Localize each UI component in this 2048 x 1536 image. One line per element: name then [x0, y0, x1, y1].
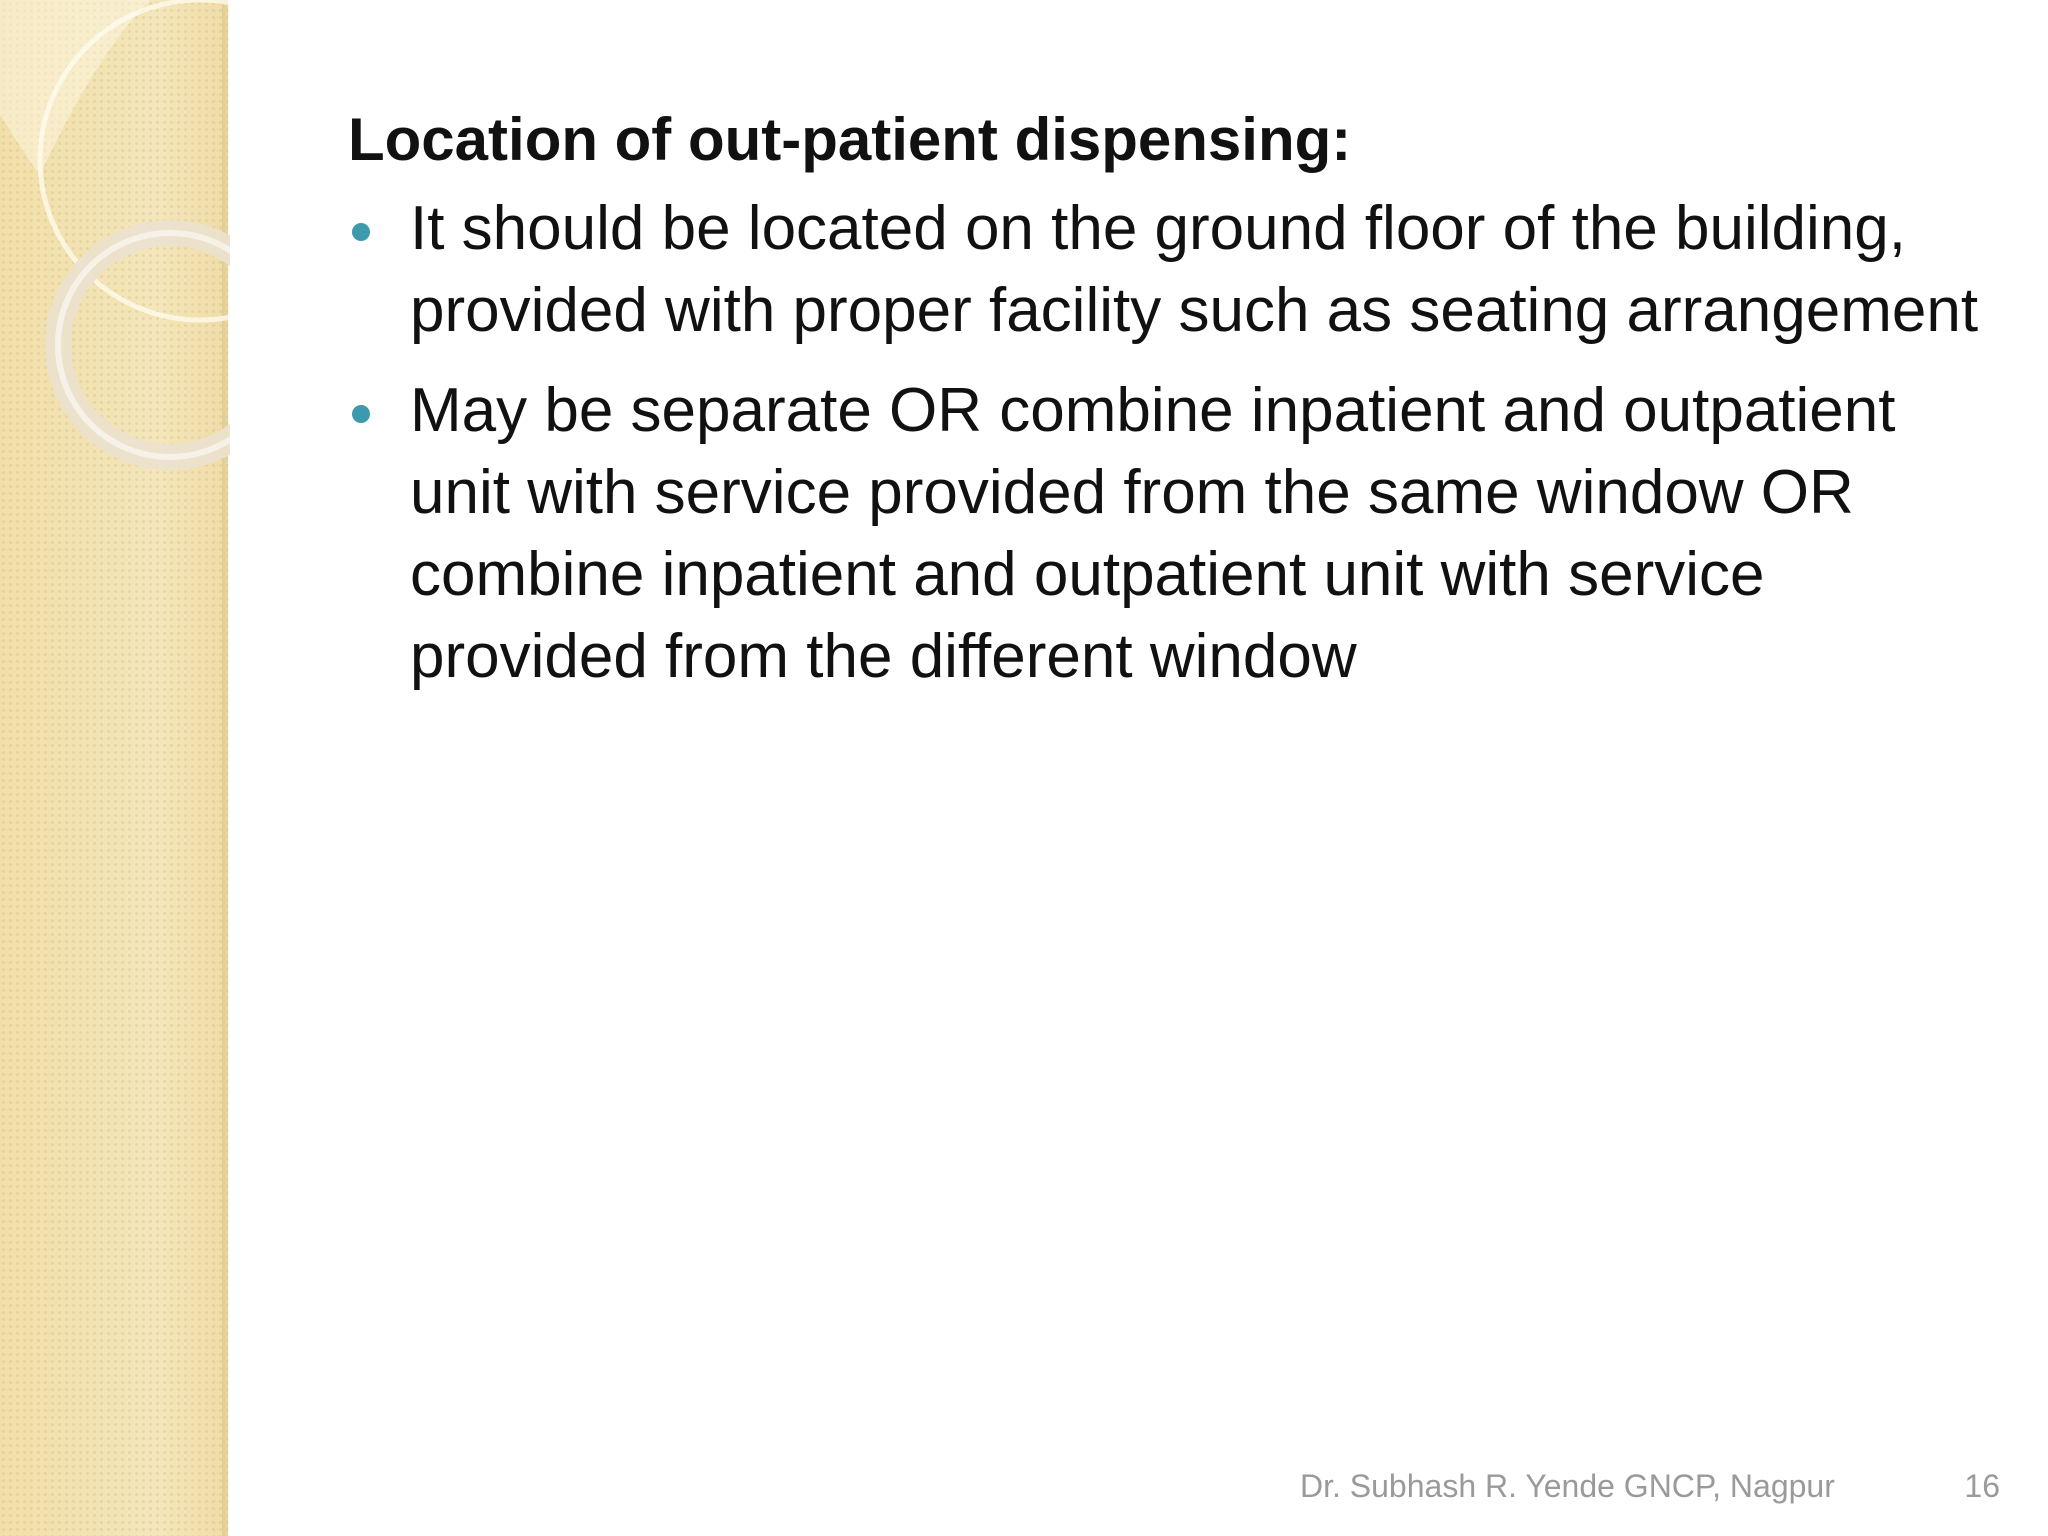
bullet-dot-icon: [352, 405, 370, 423]
bullet-item: [348, 370, 1988, 698]
decorative-rings-icon: [0, 0, 230, 520]
bullet-text: It should be located on the ground floor of the building, provided with proper facility such as seating arrangement: [410, 194, 1979, 345]
bullet-list: [348, 188, 1988, 698]
page-number: 16: [1964, 1468, 2000, 1504]
bullet-text: May be separate OR combine inpatient and outpatient unit with service provided from the same window OR combine inpatient and outpatient unit with service provided from the different window: [410, 376, 1896, 691]
bullet-item: [348, 188, 1988, 352]
slide-content: [348, 96, 1988, 716]
slide-heading: Location of out-patient dispensing:: [348, 106, 1352, 173]
footer-author: Dr. Subhash R. Yende GNCP, Nagpur: [1300, 1468, 1835, 1504]
bullet-dot-icon: [352, 223, 370, 241]
slide-footer: [1240, 1468, 2000, 1512]
